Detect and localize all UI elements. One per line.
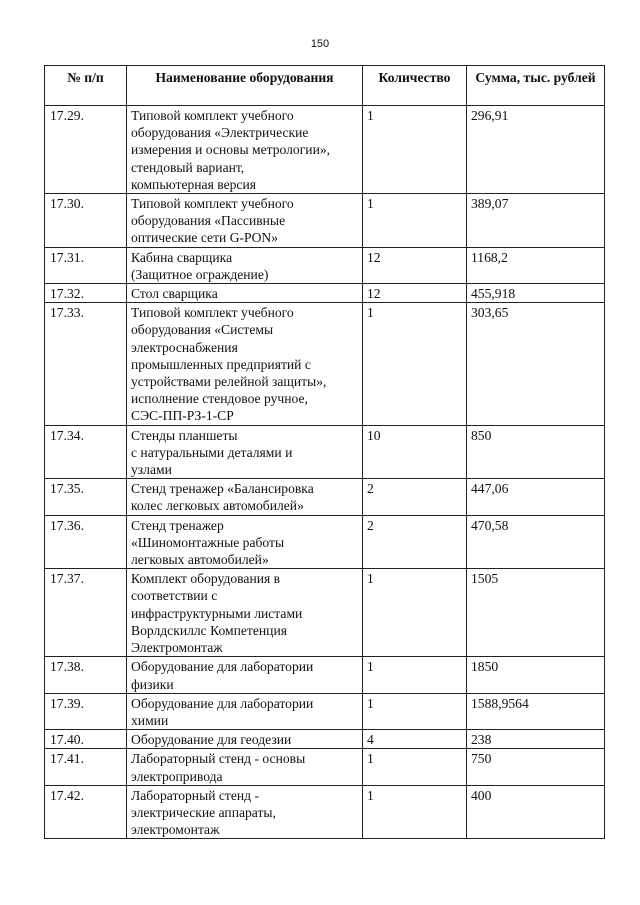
- equipment-name-cell: Стенд тренажер «Балансировка колес легковых автомобилей»: [127, 479, 363, 515]
- sum-cell: 470,58: [467, 515, 605, 569]
- row-number-cell: 17.34.: [45, 425, 127, 479]
- quantity-cell: 2: [363, 479, 467, 515]
- row-number-cell: 17.38.: [45, 657, 127, 693]
- row-number-cell: 17.36.: [45, 515, 127, 569]
- row-number-cell: 17.42.: [45, 785, 127, 839]
- equipment-name-cell: Лабораторный стенд - основы электропривода: [127, 749, 363, 785]
- quantity-cell: 12: [363, 284, 467, 303]
- table-header-row: [45, 66, 605, 106]
- equipment-name-cell: Стенды планшеты с натуральными деталями и узлами: [127, 425, 363, 479]
- sum-cell: 1588,9564: [467, 693, 605, 729]
- table-row: [45, 479, 605, 515]
- row-number-cell: 17.30.: [45, 194, 127, 248]
- table-body: [45, 106, 605, 839]
- row-number-cell: 17.29.: [45, 106, 127, 194]
- table-row: [45, 425, 605, 479]
- sum-cell: 389,07: [467, 194, 605, 248]
- page-number: 150: [310, 38, 330, 50]
- quantity-cell: 1: [363, 106, 467, 194]
- quantity-cell: 1: [363, 194, 467, 248]
- table-row: [45, 284, 605, 303]
- equipment-name-cell: Оборудование для лаборатории химии: [127, 693, 363, 729]
- quantity-cell: 1: [363, 749, 467, 785]
- quantity-cell: 10: [363, 425, 467, 479]
- table-row: [45, 247, 605, 283]
- table-row: [45, 785, 605, 839]
- equipment-name-cell: Стенд тренажер «Шиномонтажные работы легковых автомобилей»: [127, 515, 363, 569]
- quantity-cell: 1: [363, 785, 467, 839]
- sum-cell: 303,65: [467, 303, 605, 425]
- equipment-name-cell: Лабораторный стенд - электрические аппараты, электромонтаж: [127, 785, 363, 839]
- equipment-name-cell: Стол сварщика: [127, 284, 363, 303]
- sum-cell: 1850: [467, 657, 605, 693]
- row-number-cell: 17.31.: [45, 247, 127, 283]
- table-row: [45, 657, 605, 693]
- equipment-name-cell: Комплект оборудования в соответствии с инфраструктурными листами Ворлдскиллс Компетенция Электромонтаж: [127, 569, 363, 657]
- equipment-name-cell: Типовой комплект учебного оборудования «Электрические измерения и основы метрологии», стендовый вариант, компьютерная версия: [127, 106, 363, 194]
- table-row: [45, 515, 605, 569]
- sum-cell: 1168,2: [467, 247, 605, 283]
- equipment-name-cell: Типовой комплект учебного оборудования «Пассивные оптические сети G-PON»: [127, 194, 363, 248]
- quantity-cell: 4: [363, 730, 467, 749]
- table-row: [45, 194, 605, 248]
- row-number-cell: 17.33.: [45, 303, 127, 425]
- header-equipment-name: Наименование оборудования: [127, 66, 363, 106]
- sum-cell: 850: [467, 425, 605, 479]
- quantity-cell: 1: [363, 303, 467, 425]
- row-number-cell: 17.41.: [45, 749, 127, 785]
- header-quantity: Количество: [363, 66, 467, 106]
- header-number: № п/п: [45, 66, 127, 106]
- quantity-cell: 1: [363, 693, 467, 729]
- sum-cell: 296,91: [467, 106, 605, 194]
- header-sum: Сумма, тыс. рублей: [467, 66, 605, 106]
- row-number-cell: 17.32.: [45, 284, 127, 303]
- sum-cell: 750: [467, 749, 605, 785]
- table-row: [45, 303, 605, 425]
- table-row: [45, 569, 605, 657]
- equipment-name-cell: Оборудование для лаборатории физики: [127, 657, 363, 693]
- row-number-cell: 17.39.: [45, 693, 127, 729]
- sum-cell: 1505: [467, 569, 605, 657]
- quantity-cell: 2: [363, 515, 467, 569]
- table-row: [45, 693, 605, 729]
- equipment-name-cell: Типовой комплект учебного оборудования «Системы электроснабжения промышленных предприятий с устройствами релейной защиты», исполнение стендовое ручное, СЭС-ПП-РЗ-1-СР: [127, 303, 363, 425]
- quantity-cell: 1: [363, 657, 467, 693]
- quantity-cell: 1: [363, 569, 467, 657]
- equipment-name-cell: Кабина сварщика (Защитное ограждение): [127, 247, 363, 283]
- sum-cell: 400: [467, 785, 605, 839]
- table-row: [45, 730, 605, 749]
- sum-cell: 447,06: [467, 479, 605, 515]
- quantity-cell: 12: [363, 247, 467, 283]
- row-number-cell: 17.40.: [45, 730, 127, 749]
- sum-cell: 455,918: [467, 284, 605, 303]
- equipment-name-cell: Оборудование для геодезии: [127, 730, 363, 749]
- sum-cell: 238: [467, 730, 605, 749]
- equipment-table: [44, 65, 605, 839]
- table-row: [45, 106, 605, 194]
- table-row: [45, 749, 605, 785]
- row-number-cell: 17.35.: [45, 479, 127, 515]
- row-number-cell: 17.37.: [45, 569, 127, 657]
